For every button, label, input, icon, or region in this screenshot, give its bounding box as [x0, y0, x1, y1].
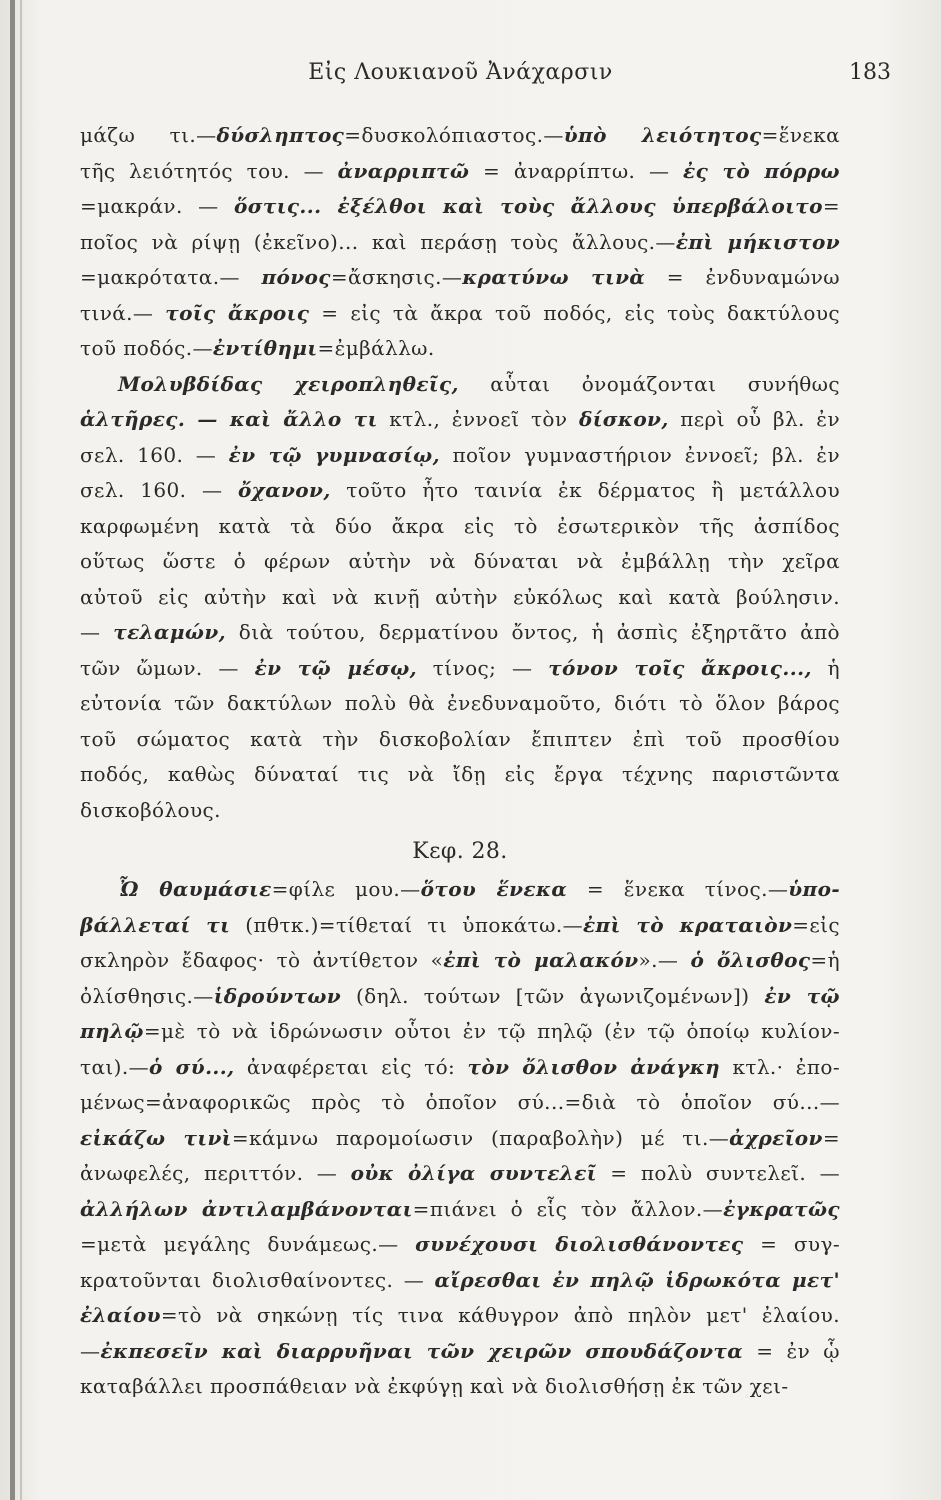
text-line — [80, 1263, 840, 1299]
lemma: δύσληπτος — [216, 123, 345, 147]
gloss: τοῦ σώματος κατὰ τὴν δισκοβολίαν ἔπιπτεν ἐπὶ τοῦ προσθίου — [80, 726, 840, 751]
text-line — [80, 118, 840, 154]
text-line — [80, 651, 840, 687]
lemma: ἀχρεῖον — [729, 1125, 823, 1150]
gloss: οὕτως ὥστε ὁ φέρων αὐτὴν νὰ δύναται νὰ ἐμβάλλῃ τὴν χεῖρα — [80, 549, 840, 573]
gloss: =κάμνω παρομοίωσιν (παραβολὴν) μέ τι.— — [231, 1125, 730, 1150]
text-line — [80, 473, 840, 509]
text-line — [80, 189, 840, 225]
lemma: ἱδρούντων — [213, 983, 342, 1008]
gloss: = — [822, 194, 840, 218]
text-line — [80, 544, 840, 580]
gloss: =φίλε μου.— — [271, 877, 421, 901]
gloss: καρφωμένη κατὰ τὰ δύο ἄκρα εἰς τὸ ἐσωτερικὸν τῆς ἀσπίδος — [80, 513, 840, 538]
text-line — [80, 1369, 840, 1405]
lemma: δίσκον, — [578, 407, 669, 431]
gloss: ὀλίσθησις.— — [80, 983, 214, 1008]
lemma: ἐπὶ τὸ κραταιὸν — [583, 912, 793, 937]
gloss: =ἐμβάλλω. — [317, 336, 435, 360]
gloss: ἡ — [811, 655, 840, 680]
lemma: βάλλεταί τι — [80, 912, 231, 937]
lemma: καὶ ἄλλο τι — [229, 407, 378, 431]
gloss: κτλ., ἐννοεῖ τὸν — [377, 407, 579, 431]
text-line — [80, 1085, 840, 1121]
lemma: συνέχουσι διολισθάνοντες — [415, 1232, 744, 1256]
gloss: — — [80, 1338, 101, 1363]
lemma: τελαμών, — [113, 620, 226, 644]
page-number: 183 — [849, 60, 891, 85]
gloss: μάζω τι.— — [80, 123, 217, 147]
lemma: ὑπὸ λειότητος — [563, 123, 762, 147]
text-line — [80, 296, 840, 332]
body-text — [80, 118, 840, 1405]
text-line — [80, 872, 840, 908]
lemma: ὄχανον, — [237, 478, 331, 502]
text-line — [80, 722, 840, 758]
gloss: = ἕνεκα τίνος.— — [567, 877, 789, 901]
gloss: =πιάνει ὁ εἷς τὸν ἄλλον.— — [412, 1196, 724, 1221]
lemma: ἐς τὸ πόρρω — [683, 158, 840, 183]
gloss: καταβάλλει προσπάθειαν νὰ ἐκφύγῃ καὶ νὰ διολισθήσῃ ἐκ τῶν χει- — [80, 1374, 789, 1398]
text-line — [80, 509, 840, 545]
text-line — [80, 1192, 840, 1228]
gloss: =δυσκολόπιαστος.— — [344, 123, 564, 147]
lemma: ὅτου ἕνεκα — [420, 877, 568, 901]
lemma: ἐν τῷ — [764, 983, 840, 1008]
lemma: Μολυβδίδας χειροπληθεῖς, — [118, 371, 459, 396]
gloss: =ἕνεκα — [761, 123, 840, 147]
lemma: οὐκ ὀλίγα συντελεῖ — [350, 1161, 597, 1185]
gloss: τοῦ ποδός.— — [80, 336, 213, 360]
lemma: αἴρεσθαι ἐν πηλῷ ἱδρωκότα μετ' — [434, 1267, 840, 1292]
gloss: = συγ- — [743, 1232, 840, 1256]
lemma: πόνος — [261, 265, 331, 289]
gloss: τοῦτο ἦτο ταινία ἐκ δέρματος ἢ μετάλλου — [330, 478, 840, 502]
lemma: ὁ ὄλισθος — [690, 948, 811, 972]
lemma: πηλῷ — [80, 1019, 144, 1043]
gloss: δισκοβόλους. — [80, 797, 221, 822]
gloss: =μὲ τὸ νὰ ἱδρώνωσιν οὗτοι ἐν τῷ πηλῷ (ἐν τῷ ὁποίῳ κυλίον- — [143, 1019, 840, 1043]
gloss: ποδός, καθὼς δύναταί τις νὰ ἴδῃ εἰς ἔργα τέχνης παριστῶντα — [80, 762, 840, 786]
gloss: = πολὺ συντελεῖ. — — [596, 1161, 840, 1185]
lemma: τοῖς ἄκροις — [165, 300, 310, 325]
gloss: διὰ τούτου, δερματίνου ὄντος, ἡ ἀσπὶς ἐξηρτᾶτο ἀπὸ — [225, 620, 840, 644]
running-head — [80, 60, 891, 94]
text-line — [80, 154, 840, 190]
gloss: =τὸ νὰ σηκώνῃ τίς τινα κάθυγρον ἀπὸ πηλὸν μετ' ἐλαίου. — [160, 1303, 840, 1327]
lemma: ἐντίθημι — [212, 336, 318, 360]
gloss: ποῖος νὰ ρίψῃ (ἐκεῖνο)... καὶ περάσῃ τοὺς ἄλλους.— — [80, 229, 676, 254]
lemma: ἀναρριπτῶ — [337, 158, 470, 183]
lemma: κρατύνω τινὰ — [462, 265, 646, 289]
gloss: = ἐν ᾧ — [743, 1338, 840, 1363]
gloss: σελ. 160. — — [80, 442, 229, 467]
gloss: = ἐνδυναμώνω — [645, 265, 840, 289]
text-line — [80, 580, 840, 616]
text-line — [80, 1227, 840, 1263]
gloss: ποῖον γυμναστήριον ἐννοεῖ; βλ. ἐν — [439, 442, 840, 467]
text-line — [80, 1298, 840, 1334]
text-line — [80, 260, 840, 296]
gloss: ἀνωφελές, περιττόν. — — [80, 1161, 351, 1185]
gloss: κτλ.· ἐπο- — [720, 1054, 840, 1079]
text-line — [80, 1121, 840, 1157]
gloss: = ἀναρρίπτω. — — [469, 158, 684, 183]
lemma: ἐπὶ μήκιστον — [675, 229, 840, 254]
lemma: ἐλαίου — [80, 1303, 161, 1327]
binding-edge — [10, 0, 15, 1500]
lemma: ὑπο- — [788, 877, 840, 901]
gloss: =εἰς — [792, 912, 840, 937]
gloss: = — [822, 1125, 840, 1150]
text-line — [80, 686, 840, 722]
text-line — [80, 438, 840, 474]
gloss: τίνος; — — [417, 655, 549, 680]
gloss: κρατοῦνται διολισθαίνοντες. — — [80, 1267, 435, 1292]
text-line — [80, 1156, 840, 1192]
text-line — [80, 1014, 840, 1050]
text-line — [80, 943, 840, 979]
text-line — [80, 331, 840, 367]
lemma: ἐπὶ τὸ μαλακόν — [443, 948, 639, 972]
lemma: ὁ σύ..., — [148, 1054, 235, 1079]
gloss: μένως=ἀναφορικῶς πρὸς τὸ ὁποῖον σύ...=διὰ τὸ ὁποῖον σύ...— — [80, 1090, 840, 1114]
gloss: αὗται ὀνομάζονται συνήθως — [458, 371, 840, 396]
text-line — [80, 615, 840, 651]
chapter-heading: Κεφ. 28. — [412, 839, 508, 864]
text-line — [80, 1334, 840, 1370]
gloss: σκληρὸν ἔδαφος· τὸ ἀντίθετον « — [80, 948, 444, 972]
lemma: ἐγκρατῶς — [723, 1196, 840, 1221]
lemma: ἐν τῷ μέσῳ, — [254, 655, 418, 680]
text-line — [80, 367, 840, 403]
gloss: ται).— — [80, 1054, 149, 1079]
lemma: ἐκπεσεῖν καὶ διαρρυῆναι τῶν χειρῶν σπουδάζοντα — [100, 1338, 744, 1363]
gloss: σελ. 160. — — [80, 478, 238, 502]
gloss: (δηλ. τούτων [τῶν ἀγωνιζομένων]) — [341, 983, 765, 1008]
lemma: ἁλτῆρες. — — [80, 407, 230, 431]
text-line — [80, 1050, 840, 1086]
text-line — [80, 908, 840, 944]
gloss: τινά.— — [80, 300, 166, 325]
gloss: =μακρότατα.— — [80, 265, 262, 289]
lemma: ἀλλήλων ἀντιλαμβάνονται — [80, 1196, 413, 1221]
gloss: =ἄσκησις.— — [330, 265, 463, 289]
gloss: αὐτοῦ εἰς αὐτὴν καὶ νὰ κινῇ αὐτὴν εὐκόλως καὶ κατὰ βούλησιν. — [80, 584, 840, 609]
gloss: τῶν ὤμων. — — [80, 655, 255, 680]
gloss: ἀναφέρεται εἰς τό: — [234, 1054, 468, 1079]
lemma: Ὦ θαυμάσιε — [118, 877, 272, 901]
lemma: τόνον τοῖς ἄκροις..., — [548, 655, 812, 680]
gloss: περὶ οὗ βλ. ἐν — [668, 407, 840, 431]
gloss: — — [80, 620, 114, 644]
running-title: Εἰς Λουκιανοῦ Ἀνάχαρσιν — [308, 60, 613, 85]
lemma: εἰκάζω τινὶ — [80, 1125, 232, 1150]
gloss: =ἡ — [810, 948, 840, 972]
binding-edge-shadow — [20, 0, 22, 1500]
gloss: εὐτονία τῶν δακτύλων πολὺ θὰ ἐνεδυναμοῦτο, διότι τὸ ὅλον βάρος — [80, 691, 840, 715]
text-line — [80, 757, 840, 793]
text-line — [80, 793, 840, 829]
gloss: τῆς λειότητός του. — — [80, 158, 338, 183]
gloss: =μακράν. — — [80, 194, 234, 218]
lemma: ὅστις... ἐξέλθοι καὶ τοὺς ἄλλους ὑπερβάλοιτο — [234, 194, 823, 218]
text-line — [80, 402, 840, 438]
gloss: ».— — [638, 948, 691, 972]
lemma: ἐν τῷ γυμνασίῳ, — [228, 442, 440, 467]
gloss: = εἰς τὰ ἄκρα τοῦ ποδός, εἰς τοὺς δακτύλους — [309, 300, 840, 325]
gloss: (πθτκ.)=τίθεταί τι ὑποκάτω.— — [230, 912, 583, 937]
text-line — [80, 225, 840, 261]
text-line — [80, 979, 840, 1015]
gloss: =μετὰ μεγάλης δυνάμεως.— — [80, 1232, 416, 1256]
lemma: τὸν ὄλισθον ἀνάγκη — [467, 1054, 721, 1079]
